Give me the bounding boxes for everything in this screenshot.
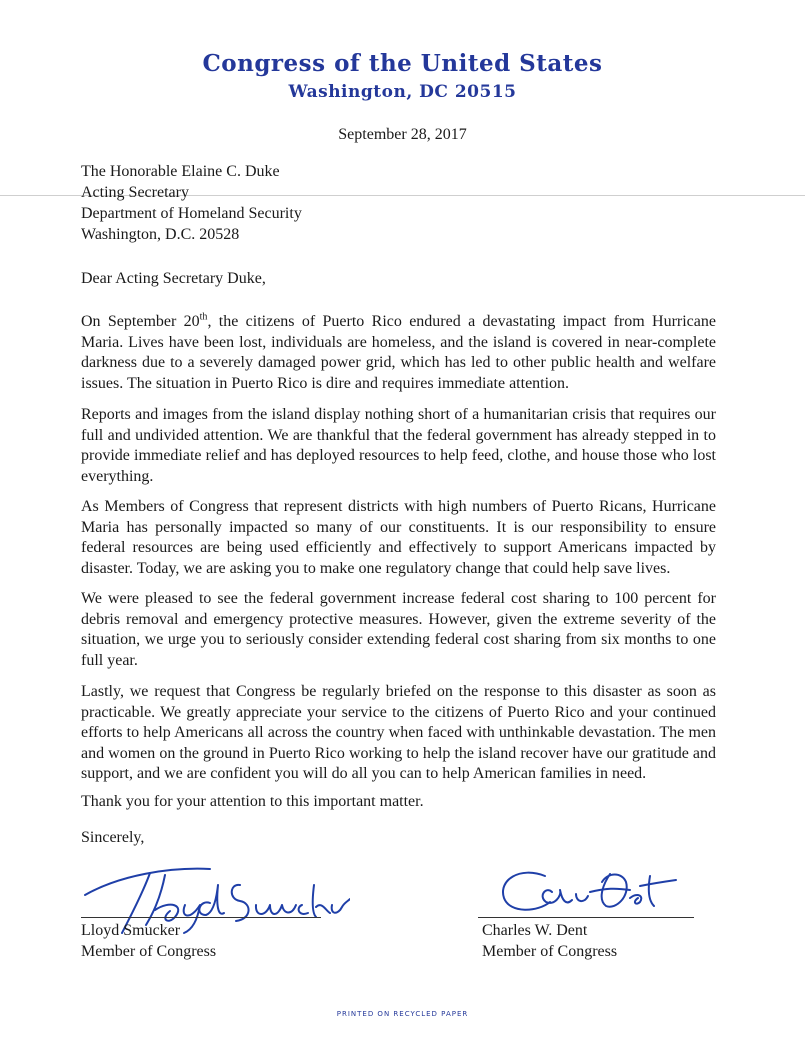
- paragraph-2: Reports and images from the island display nothing short of a humanitarian crisis that requires our full and undivided attention. We are thankful that the federal government has already stepped in to provide immediate relief and has deployed resources to help feed, clothe, and house those who lost everything.: [81, 406, 716, 485]
- signature-line-1: [81, 917, 321, 918]
- recipient-address: [81, 161, 302, 245]
- paragraph-4: We were pleased to see the federal government increase federal cost sharing to 100 percent for debris removal and emergency protective measures. However, given the extreme severity of the situation, we urge you to seriously consider extending federal cost sharing from six months to one full year.: [81, 590, 716, 669]
- paragraph-1: [81, 312, 716, 394]
- paragraph-1-rest: , the citizens of Puerto Rico endured a devastating impact from Hurricane Maria. Lives have been lost, individuals are homeless, and the island is covered in near-complete darkness due to a severely damaged power grid, which has led to other public health and welfare issues. The situation in Puerto Rico is dire and requires immediate attention.: [81, 313, 716, 392]
- paragraph-5: Lastly, we request that Congress be regularly briefed on the response to this disaster as soon as practicable. We greatly appreciate your service to the citizens of Puerto Rico and your continued efforts to help Americans all across the country when faced with unthinkable devastation. The men and women on the ground in Puerto Rico working to help the island recover have our gratitude and support, and we are confident you will do all you can to help American families in need.: [81, 683, 716, 782]
- recipient-city: Washington, D.C. 20528: [81, 226, 240, 243]
- salutation: Dear Acting Secretary Duke,: [81, 270, 266, 287]
- signature-line-2: [478, 917, 694, 918]
- paragraph-1-start: On September 20: [81, 313, 200, 330]
- signer-block-2: [482, 920, 617, 962]
- recipient-title: Acting Secretary: [81, 184, 189, 201]
- signer-name-1: Lloyd Smucker: [81, 922, 181, 939]
- recycled-paper-note: PRINTED ON RECYCLED PAPER: [336, 1010, 469, 1018]
- recipient-name: The Honorable Elaine C. Duke: [81, 163, 280, 180]
- paragraph-1-superscript: th: [199, 311, 208, 323]
- letter-date: September 28, 2017: [338, 126, 467, 143]
- letterhead-title: Congress of the United States: [202, 50, 603, 77]
- closing: Sincerely,: [81, 829, 145, 846]
- signature-charles-dent: [490, 862, 690, 922]
- letterhead-address: Washington, DC 20515: [288, 82, 517, 102]
- signer-name-2: Charles W. Dent: [482, 922, 588, 939]
- signer-title-1: Member of Congress: [81, 943, 217, 960]
- paragraph-3: As Members of Congress that represent districts with high numbers of Puerto Ricans, Hurricane Maria has personally impacted so many of our constituents. It is our responsibility to ensure federal resources are being used efficiently and effectively to support Americans impacted by disaster. Today, we are asking you to make one regulatory change that could help save lives.: [81, 498, 716, 577]
- signer-block-1: [81, 920, 216, 962]
- signer-title-2: Member of Congress: [482, 943, 618, 960]
- recipient-department: Department of Homeland Security: [81, 205, 302, 222]
- thank-you-line: Thank you for your attention to this important matter.: [81, 793, 424, 810]
